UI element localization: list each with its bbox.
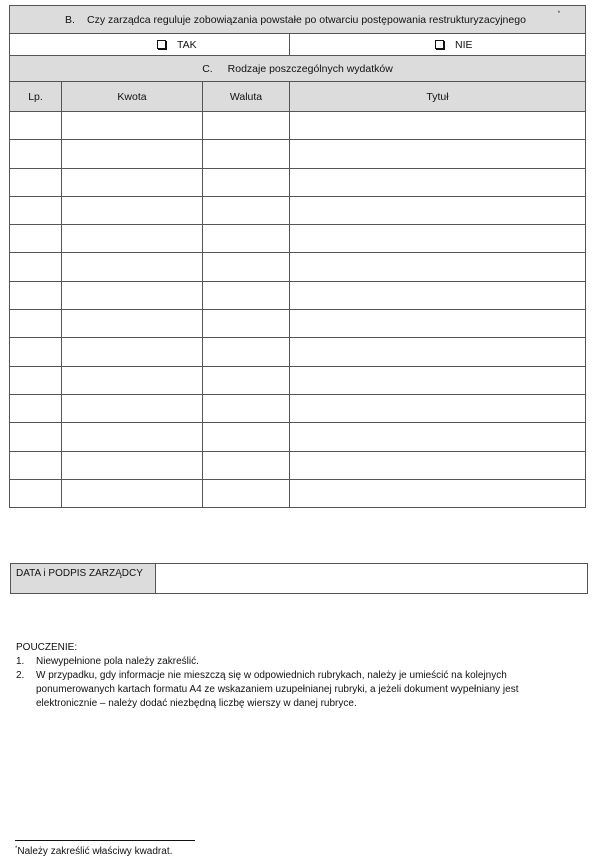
waluta-cell[interactable] (203, 253, 290, 281)
footnote-text: Należy zakreślić właściwy kwadrat. (17, 846, 173, 857)
tak-label: TAK (177, 38, 197, 51)
instructions-title: POUCZENIE: (16, 642, 78, 653)
footnote-divider (15, 840, 195, 841)
tytul-cell[interactable] (290, 225, 586, 253)
section-b-row (10, 6, 586, 34)
tytul-cell[interactable] (290, 310, 586, 338)
option-nie[interactable] (290, 39, 585, 51)
lp-cell[interactable] (10, 310, 62, 338)
kwota-cell[interactable] (62, 310, 203, 338)
lp-cell[interactable] (10, 281, 62, 309)
instruction-number: 1. (16, 656, 25, 667)
kwota-cell[interactable] (62, 140, 203, 168)
section-b-question: Czy zarządca reguluje zobowiązania powstałe po otwarciu postępowania restrukturyzacyjnego (87, 13, 526, 26)
table-row (10, 140, 586, 168)
section-b-footnote-mark: * (557, 10, 561, 17)
table-row (10, 310, 586, 338)
section-b-choices-row (10, 34, 586, 56)
waluta-cell[interactable] (203, 366, 290, 394)
waluta-cell[interactable] (203, 168, 290, 196)
instruction-item (16, 655, 576, 669)
kwota-cell[interactable] (62, 338, 203, 366)
section-c-title: Rodzaje poszczególnych wydatków (227, 62, 393, 75)
table-row (10, 253, 586, 281)
waluta-cell[interactable] (203, 394, 290, 422)
tytul-cell[interactable] (290, 366, 586, 394)
waluta-cell[interactable] (203, 281, 290, 309)
waluta-cell[interactable] (203, 423, 290, 451)
instructions-list (16, 655, 576, 711)
option-tak[interactable] (10, 39, 289, 51)
lp-cell[interactable] (10, 423, 62, 451)
kwota-cell[interactable] (62, 112, 203, 140)
section-b-label: B. (65, 13, 75, 26)
section-c-row (10, 56, 586, 82)
table-row (10, 338, 586, 366)
kwota-cell[interactable] (62, 423, 203, 451)
signature-field[interactable] (156, 564, 587, 593)
waluta-cell[interactable] (203, 140, 290, 168)
table-row (10, 168, 586, 196)
table-row (10, 112, 586, 140)
lp-cell[interactable] (10, 394, 62, 422)
instruction-item (16, 669, 576, 711)
nie-label: NIE (455, 38, 473, 51)
section-b-header (10, 6, 586, 34)
kwota-cell[interactable] (62, 479, 203, 507)
lp-cell[interactable] (10, 366, 62, 394)
lp-cell[interactable] (10, 253, 62, 281)
table-row (10, 225, 586, 253)
tytul-cell[interactable] (290, 253, 586, 281)
tak-checkbox[interactable] (157, 40, 166, 49)
lp-cell[interactable] (10, 479, 62, 507)
tytul-cell[interactable] (290, 281, 586, 309)
tytul-cell[interactable] (290, 112, 586, 140)
instructions (16, 641, 576, 711)
waluta-cell[interactable] (203, 310, 290, 338)
table-row (10, 451, 586, 479)
table-row (10, 366, 586, 394)
footnote (15, 846, 172, 857)
tytul-cell[interactable] (290, 168, 586, 196)
signature-row (10, 563, 588, 594)
tytul-cell[interactable] (290, 423, 586, 451)
waluta-cell[interactable] (203, 451, 290, 479)
lp-cell[interactable] (10, 196, 62, 224)
section-c-header (10, 56, 586, 82)
lp-cell[interactable] (10, 225, 62, 253)
column-header-tytul: Tytuł (290, 82, 586, 112)
kwota-cell[interactable] (62, 168, 203, 196)
kwota-cell[interactable] (62, 225, 203, 253)
kwota-cell[interactable] (62, 366, 203, 394)
kwota-cell[interactable] (62, 253, 203, 281)
nie-checkbox[interactable] (435, 40, 444, 49)
column-header-kwota: Kwota (62, 82, 203, 112)
column-header-waluta: Waluta (203, 82, 290, 112)
option-tak-cell[interactable] (10, 34, 290, 56)
kwota-cell[interactable] (62, 281, 203, 309)
tytul-cell[interactable] (290, 338, 586, 366)
waluta-cell[interactable] (203, 225, 290, 253)
section-c-label: C. (202, 62, 213, 75)
waluta-cell[interactable] (203, 112, 290, 140)
tytul-cell[interactable] (290, 140, 586, 168)
lp-cell[interactable] (10, 451, 62, 479)
tytul-cell[interactable] (290, 451, 586, 479)
kwota-cell[interactable] (62, 394, 203, 422)
kwota-cell[interactable] (62, 196, 203, 224)
waluta-cell[interactable] (203, 196, 290, 224)
signature-label: DATA i PODPIS ZARZĄDCY (11, 564, 156, 593)
lp-cell[interactable] (10, 168, 62, 196)
waluta-cell[interactable] (203, 479, 290, 507)
lp-cell[interactable] (10, 338, 62, 366)
option-nie-cell[interactable] (290, 34, 586, 56)
table-row (10, 394, 586, 422)
lp-cell[interactable] (10, 112, 62, 140)
instruction-text: W przypadku, gdy informacje nie mieszczą się w odpowiednich rubrykach, należy je umieścić na kolejnych ponumerowanych kartach formatu A4 ze wskazaniem uzupełnianej rubryki, a jeżeli dokument wypełniany jest elektronicznie – należy dodać niezbędną liczbę wierszy w danej rubryce. (36, 670, 519, 709)
table-row (10, 196, 586, 224)
waluta-cell[interactable] (203, 338, 290, 366)
tytul-cell[interactable] (290, 479, 586, 507)
kwota-cell[interactable] (62, 451, 203, 479)
table-row (10, 479, 586, 507)
instruction-text: Niewypełnione pola należy zakreślić. (36, 656, 199, 667)
instruction-number: 2. (16, 670, 25, 681)
lp-cell[interactable] (10, 140, 62, 168)
footnote-mark: * (15, 846, 18, 852)
tytul-cell[interactable] (290, 394, 586, 422)
expenses-column-headers (10, 82, 586, 112)
table-row (10, 423, 586, 451)
column-header-lp: Lp. (10, 82, 62, 112)
tytul-cell[interactable] (290, 196, 586, 224)
table-row (10, 281, 586, 309)
expenses-form-table (9, 5, 586, 508)
